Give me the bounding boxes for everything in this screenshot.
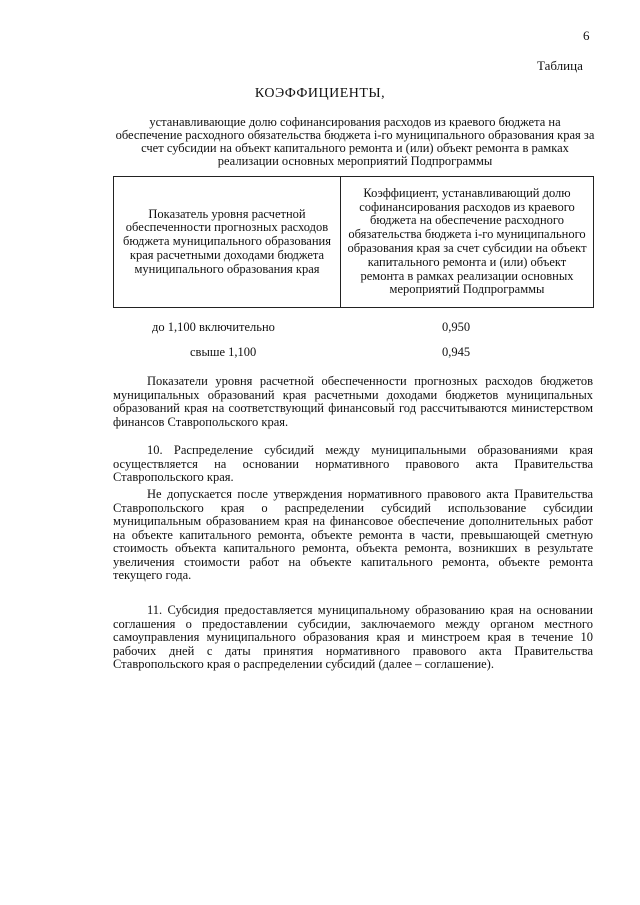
document-title: КОЭФФИЦИЕНТЫ, (254, 86, 386, 101)
table-label: Таблица (537, 58, 583, 73)
table-row-1-indicator: до 1,100 включительно (152, 320, 275, 334)
table-row-2-coefficient: 0,945 (442, 345, 471, 359)
page-number: 6 (583, 28, 590, 43)
paragraph-11: 11. Субсидия предоставляется муниципальному образованию края на основании соглашения о предоставлении субсидии, заключаемого между органом местного самоуправления муниципального образования края и минстроем края в течение 10 рабочих дней с даты принятия нормативного правового акта Правительства Ставропольского края о распределении субсидий (далее – соглашение). (113, 603, 593, 671)
paragraph-10-restriction: Не допускается после утверждения нормативного правового акта Правительства Ставропольского края о распределении субсидий использование субсидии муниципальным образованием края на финансовое обеспечение дополнительных работ на объекте капитального ремонта, объекте ремонта в части, превышающей сметную стоимость объекта капитального ремонта, объекта ремонта, возникших в результате увеличения стоимости работ на объекте капитального ремонта, объекте ремонта текущего года. (113, 487, 593, 582)
coefficients-table (113, 176, 594, 308)
table-header-coefficient: Коэффициент, устанавливающий долю софинансирования расходов из краевого бюджета на обеспечение расходного обязательства бюджета i-го муниципального образования края за счет субсидии на объект капитального ремонта и (или) объект ремонта в рамках реализации основных мероприятий Подпрограммы (347, 185, 587, 297)
table-row-2-indicator: свыше 1,100 (190, 345, 257, 359)
paragraph-10: 10. Распределение субсидий между муниципальными образованиями края осуществляется на основании нормативного правового акта Правительства Ставропольского края. (113, 443, 593, 484)
document-subtitle: устанавливающие долю софинансирования расходов из краевого бюджета на обеспечение расходного обязательства бюджета i-го муниципального образования края за счет субсидии на объект капитального ремонта и (или) объект ремонта в рамках реализации основных мероприятий Подпрограммы (115, 115, 595, 168)
table-row-1-coefficient: 0,950 (442, 320, 471, 334)
table-header-indicator: Показатель уровня расчетной обеспеченности прогнозных расходов бюджета муниципального образования края расчетными доходами бюджета муниципального образования края (114, 177, 341, 307)
paragraph-indicators: Показатели уровня расчетной обеспеченности прогнозных расходов бюджетов муниципальных образований края расчетными доходами бюджетов муниципальных образований края на соответствующий финансовый год рассчитываются министерством финансов Ставропольского края. (113, 374, 593, 429)
